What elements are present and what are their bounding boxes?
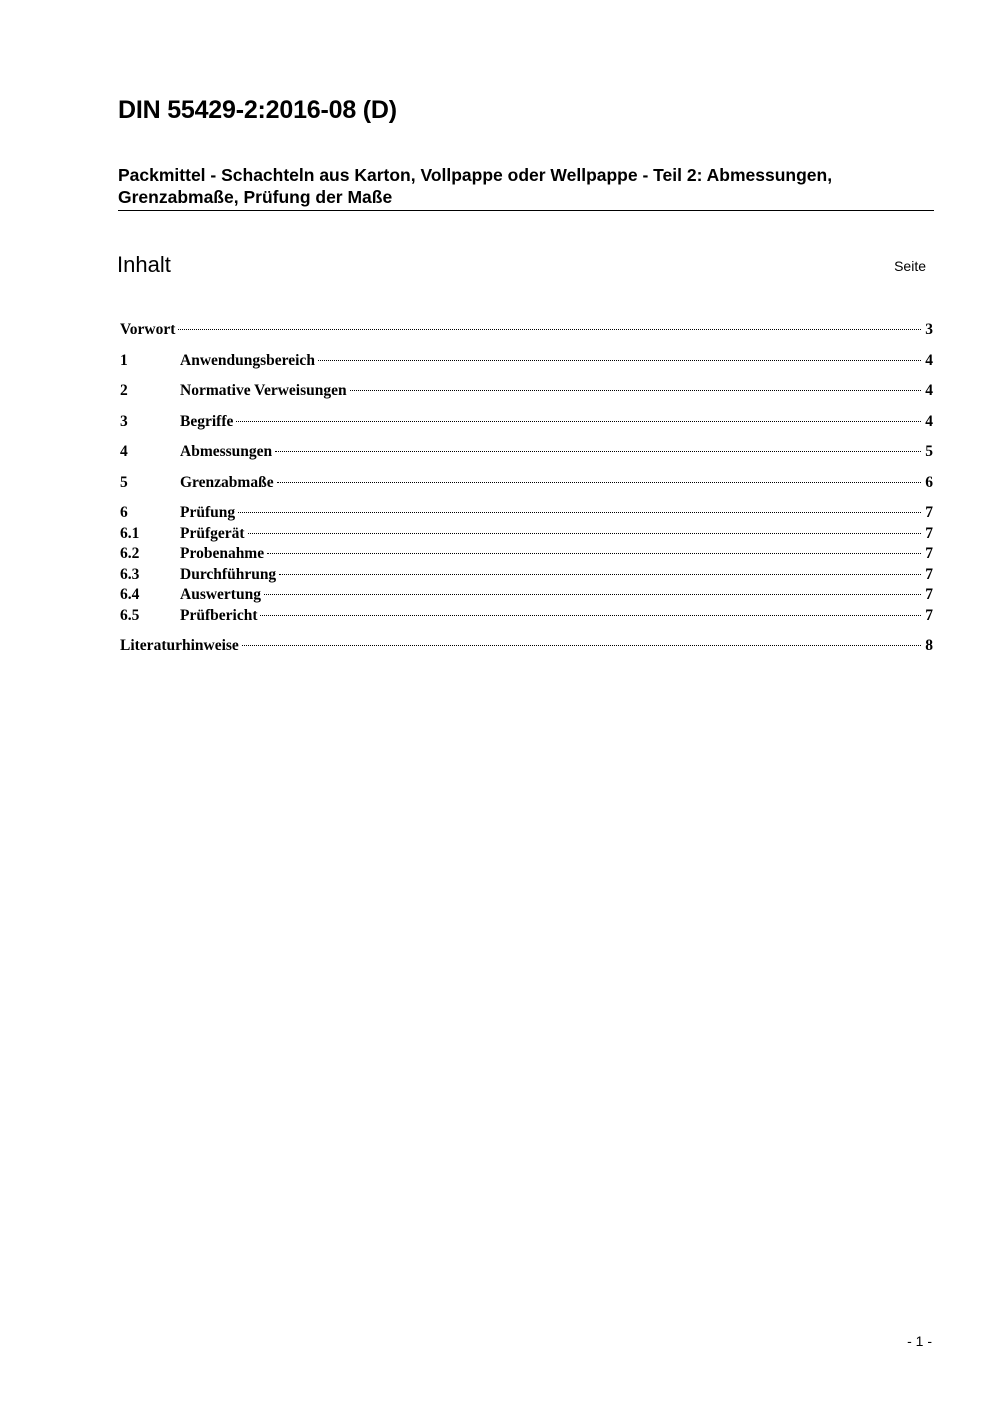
toc-dot-leader — [260, 615, 921, 616]
toc-dot-leader — [248, 533, 921, 534]
page-number: - 1 - — [907, 1333, 932, 1349]
toc-entry-label: Auswertung — [180, 586, 261, 603]
toc-entry-page: 6 — [925, 473, 933, 491]
toc-dot-leader — [318, 360, 921, 361]
toc-entry-number: 6.3 — [120, 565, 140, 583]
toc-entry-4[interactable] — [120, 442, 933, 463]
toc-entry-6-2[interactable] — [120, 544, 933, 565]
toc-entry-label: Durchführung — [180, 565, 277, 583]
toc-entry-page: 5 — [925, 443, 933, 460]
title-underline — [118, 210, 934, 211]
toc-entry-page: 7 — [925, 586, 933, 603]
toc-entry-6-1[interactable] — [120, 524, 933, 545]
toc-entry-6-5[interactable] — [120, 606, 933, 627]
toc-dot-leader — [242, 645, 921, 646]
toc-dot-leader — [279, 574, 921, 575]
toc-entry-number: 4 — [120, 443, 128, 460]
document-id: DIN 55429-2:2016-08 (D) — [118, 96, 397, 124]
toc-entry-label: Vorwort — [120, 321, 176, 338]
toc-entry-number: 1 — [120, 351, 128, 369]
toc-entry-2[interactable] — [120, 381, 933, 402]
toc-entry-6-3[interactable] — [120, 565, 933, 586]
toc-heading: Inhalt — [117, 252, 171, 277]
toc-entry-label: Prüfbericht — [180, 606, 258, 624]
toc-dot-leader — [238, 512, 921, 513]
toc-dot-leader — [277, 482, 921, 483]
toc-entry-page: 7 — [925, 606, 933, 624]
toc-entry-vorwort[interactable] — [120, 320, 933, 341]
toc-entry-5[interactable] — [120, 473, 933, 494]
toc-page-column-label: Seite — [894, 258, 926, 274]
toc-entry-number: 3 — [120, 412, 128, 430]
toc-entry-page: 4 — [925, 351, 933, 369]
toc-entry-page: 4 — [925, 412, 933, 430]
toc-entry-label: Anwendungsbereich — [180, 351, 315, 369]
toc-entry-number: 2 — [120, 382, 128, 399]
toc-entry-6-4[interactable] — [120, 585, 933, 606]
toc-entry-label: Prüfung — [180, 504, 236, 521]
toc-entry-6[interactable] — [120, 503, 933, 524]
toc-dot-leader — [236, 421, 921, 422]
toc-entry-page: 4 — [925, 382, 933, 399]
toc-dot-leader — [264, 594, 921, 595]
toc-entry-label: Begriffe — [180, 412, 234, 430]
toc-entry-page: 7 — [925, 545, 933, 562]
toc-entry-label: Prüfgerät — [180, 524, 245, 542]
toc-entry-literaturhinweise[interactable] — [120, 636, 933, 657]
toc-entry-label: Grenzabmaße — [180, 473, 274, 491]
toc-entry-page: 8 — [925, 637, 933, 654]
toc-dot-leader — [350, 390, 921, 391]
toc-entry-page: 3 — [925, 321, 933, 338]
toc-entry-number: 6 — [120, 504, 128, 521]
toc-entry-page: 7 — [925, 524, 933, 542]
toc-entry-3[interactable] — [120, 412, 933, 433]
toc-entry-label: Normative Verweisungen — [180, 382, 347, 399]
toc-entry-label: Abmessungen — [180, 443, 273, 460]
document-title: Packmittel - Schachteln aus Karton, Vollpappe oder Wellpappe - Teil 2: Abmessungen, Grenzabmaße, Prüfung der Maße — [118, 165, 833, 207]
toc-dot-leader — [275, 451, 921, 452]
toc-entry-label: Literaturhinweise — [120, 637, 239, 654]
table-of-contents — [120, 320, 933, 657]
toc-entry-1[interactable] — [120, 351, 933, 372]
toc-entry-number: 5 — [120, 473, 128, 491]
toc-entry-label: Probenahme — [180, 545, 265, 562]
toc-dot-leader — [267, 553, 921, 554]
toc-entry-number: 6.5 — [120, 606, 140, 624]
toc-entry-page: 7 — [925, 565, 933, 583]
toc-dot-leader — [178, 329, 921, 330]
toc-entry-number: 6.4 — [120, 586, 140, 603]
toc-entry-number: 6.2 — [120, 545, 140, 562]
toc-entry-number: 6.1 — [120, 524, 140, 542]
toc-entry-page: 7 — [925, 504, 933, 521]
